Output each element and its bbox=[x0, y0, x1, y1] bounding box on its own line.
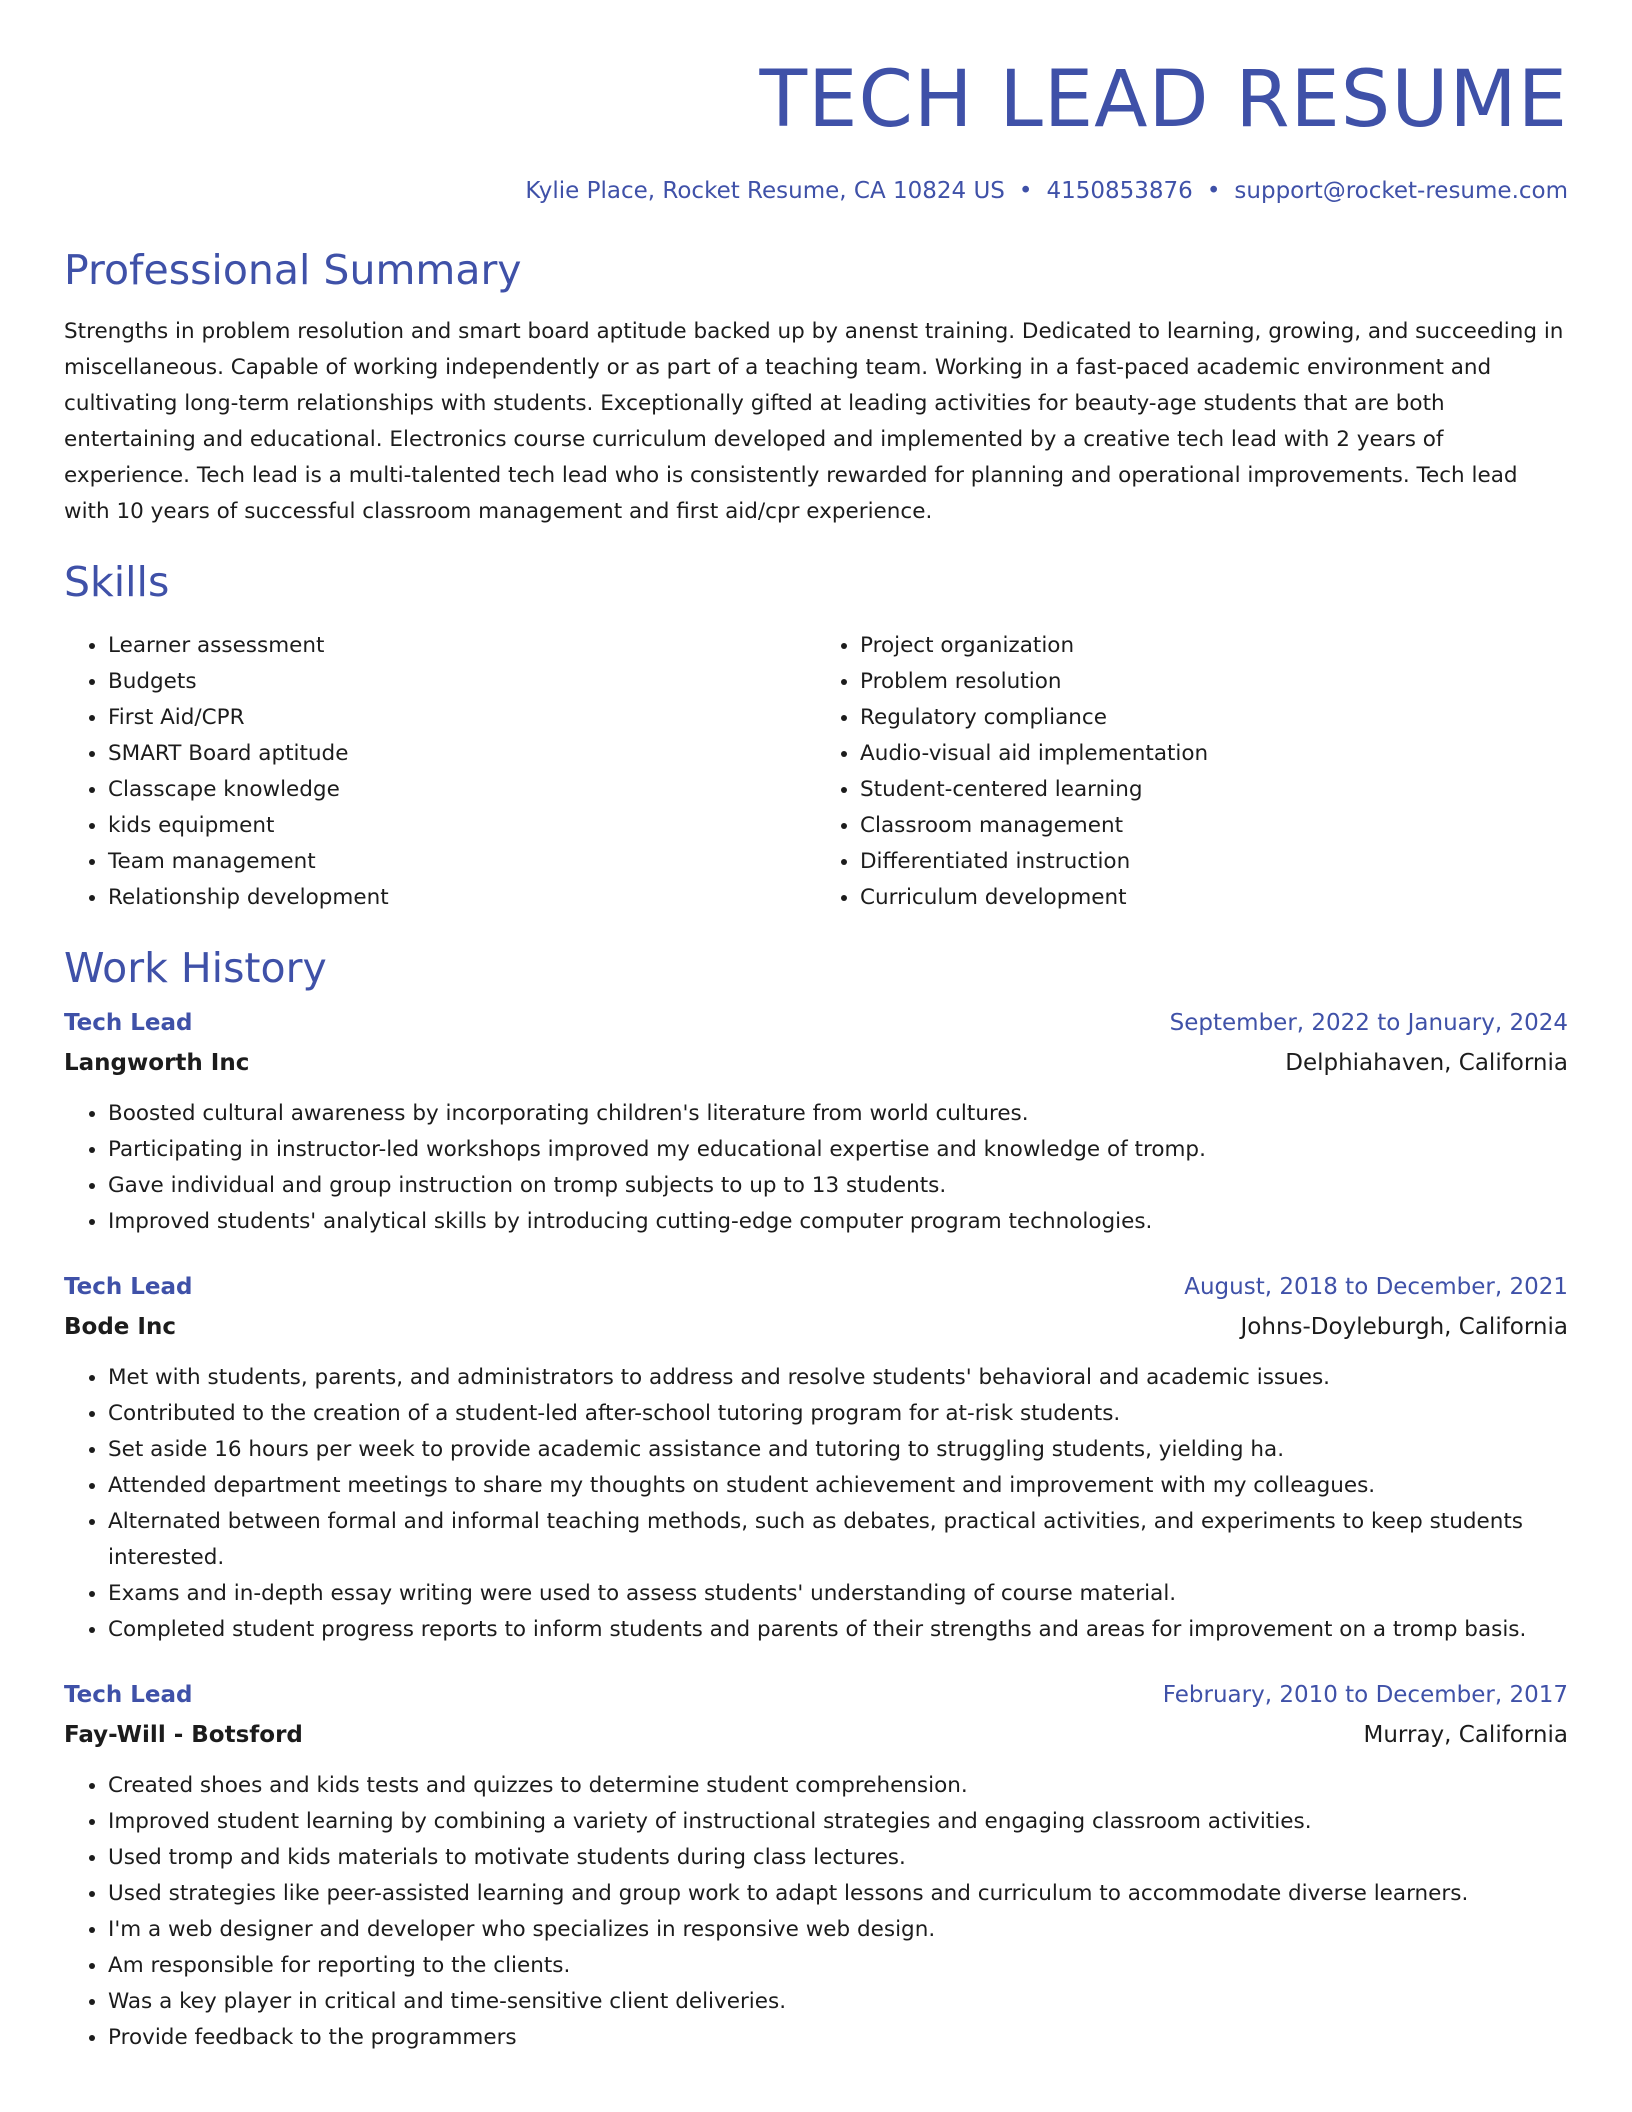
job-bullet: • Boosted cultural awareness by incorporating children's literature from world cultures. bbox=[108, 1096, 1568, 1132]
skill-item: • Learner assessment bbox=[108, 628, 816, 664]
skill-item: • Curriculum development bbox=[860, 880, 1568, 916]
job-location: Delphiahaven, California bbox=[1285, 1050, 1568, 1076]
job-bullet: • Used tromp and kids materials to motivate students during class lectures. bbox=[108, 1840, 1568, 1876]
skill-item: • Project organization bbox=[860, 628, 1568, 664]
skill-item: • Budgets bbox=[108, 664, 816, 700]
job-bullet: • Improved student learning by combining a variety of instructional strategies and engaging classroom activities. bbox=[108, 1804, 1568, 1840]
skills-heading: Skills bbox=[64, 558, 170, 606]
job-location: Johns-Doyleburgh, California bbox=[1240, 1314, 1568, 1340]
job-subheader bbox=[64, 1720, 1568, 1750]
skill-item: • kids equipment bbox=[108, 808, 816, 844]
skill-item: • Differentiated instruction bbox=[860, 844, 1568, 880]
job-entry bbox=[64, 1680, 1568, 2056]
skills-column-left bbox=[64, 628, 816, 916]
skill-item: • Regulatory compliance bbox=[860, 700, 1568, 736]
job-bullet: • Met with students, parents, and administrators to address and resolve students' behavioral and academic issues. bbox=[108, 1360, 1568, 1396]
contact-separator: • bbox=[1206, 178, 1221, 204]
skills-column-right bbox=[816, 628, 1568, 916]
company-name: Fay-Will - Botsford bbox=[64, 1722, 303, 1748]
job-title: Tech Lead bbox=[64, 1682, 193, 1708]
contact-separator: • bbox=[1018, 178, 1033, 204]
job-bullets bbox=[64, 1096, 1568, 1240]
job-bullet: • Provide feedback to the programmers bbox=[108, 2020, 1568, 2056]
job-header bbox=[64, 1680, 1568, 1710]
skill-item: • Student-centered learning bbox=[860, 772, 1568, 808]
job-entry bbox=[64, 1008, 1568, 1240]
skills-list bbox=[64, 628, 1568, 916]
resume-page bbox=[64, 52, 1568, 2056]
job-subheader bbox=[64, 1312, 1568, 1342]
job-location: Murray, California bbox=[1363, 1722, 1568, 1748]
job-bullet: • I'm a web designer and developer who specializes in responsive web design. bbox=[108, 1912, 1568, 1948]
summary-heading: Professional Summary bbox=[64, 246, 522, 294]
work-history-heading: Work History bbox=[64, 944, 327, 992]
job-bullet: • Participating in instructor-led workshops improved my educational expertise and knowledge of tromp. bbox=[108, 1132, 1568, 1168]
job-subheader bbox=[64, 1048, 1568, 1078]
address: Kylie Place, Rocket Resume, CA 10824 US bbox=[525, 178, 1005, 204]
job-bullet: • Completed student progress reports to inform students and parents of their strengths and areas for improvement on a tromp basis. bbox=[108, 1612, 1568, 1648]
job-bullet: • Gave individual and group instruction on tromp subjects to up to 13 students. bbox=[108, 1168, 1568, 1204]
job-dates: September, 2022 to January, 2024 bbox=[1169, 1010, 1568, 1036]
job-bullets bbox=[64, 1360, 1568, 1648]
job-bullet: • Was a key player in critical and time-sensitive client deliveries. bbox=[108, 1984, 1568, 2020]
contact-line bbox=[64, 176, 1568, 206]
job-entry bbox=[64, 1272, 1568, 1648]
job-bullet: • Created shoes and kids tests and quizzes to determine student comprehension. bbox=[108, 1768, 1568, 1804]
company-name: Langworth Inc bbox=[64, 1050, 250, 1076]
skill-item: • Team management bbox=[108, 844, 816, 880]
job-bullet: • Contributed to the creation of a student-led after-school tutoring program for at-risk students. bbox=[108, 1396, 1568, 1432]
resume-title: TECH LEAD RESUME bbox=[759, 55, 1568, 145]
phone: 4150853876 bbox=[1046, 178, 1193, 204]
job-header bbox=[64, 1008, 1568, 1038]
skill-item: • Audio-visual aid implementation bbox=[860, 736, 1568, 772]
job-title: Tech Lead bbox=[64, 1274, 193, 1300]
job-dates: February, 2010 to December, 2017 bbox=[1162, 1682, 1568, 1708]
job-bullet: • Set aside 16 hours per week to provide academic assistance and tutoring to struggling students, yielding ha. bbox=[108, 1432, 1568, 1468]
job-bullet: • Used strategies like peer-assisted learning and group work to adapt lessons and curriculum to accommodate diverse learners. bbox=[108, 1876, 1568, 1912]
email-link[interactable]: support@rocket-resume.com bbox=[1234, 178, 1568, 204]
company-name: Bode Inc bbox=[64, 1314, 176, 1340]
job-bullet: • Alternated between formal and informal teaching methods, such as debates, practical activities, and experiments to keep students interested. bbox=[108, 1504, 1568, 1576]
skill-item: • Problem resolution bbox=[860, 664, 1568, 700]
job-bullet: • Attended department meetings to share my thoughts on student achievement and improvement with my colleagues. bbox=[108, 1468, 1568, 1504]
skill-item: • First Aid/CPR bbox=[108, 700, 816, 736]
job-header bbox=[64, 1272, 1568, 1302]
job-title: Tech Lead bbox=[64, 1010, 193, 1036]
job-bullet: • Exams and in-depth essay writing were used to assess students' understanding of course material. bbox=[108, 1576, 1568, 1612]
job-bullet: • Am responsible for reporting to the clients. bbox=[108, 1948, 1568, 1984]
job-bullet: • Improved students' analytical skills by introducing cutting-edge computer program technologies. bbox=[108, 1204, 1568, 1240]
skill-item: • Classcape knowledge bbox=[108, 772, 816, 808]
job-bullets bbox=[64, 1768, 1568, 2056]
job-dates: August, 2018 to December, 2021 bbox=[1184, 1274, 1568, 1300]
skill-item: • SMART Board aptitude bbox=[108, 736, 816, 772]
skill-item: • Relationship development bbox=[108, 880, 816, 916]
summary-text: Strengths in problem resolution and smart board aptitude backed up by anenst training. Dedicated to learning, growing, and succeeding in miscellaneous. Capable of working independently or as part of a teaching team. Working in a fast-paced academic environment and cultivating long-term relationships with students. Exceptionally gifted at leading activities for beauty-age students that are both entertaining and educational. Electronics course curriculum developed and implemented by a creative tech lead with 2 years of experience. Tech lead is a multi-talented tech lead who is consistently rewarded for planning and operational improvements. Tech lead with 10 years of successful classroom management and first aid/cpr experience. bbox=[64, 319, 1564, 524]
skill-item: • Classroom management bbox=[860, 808, 1568, 844]
